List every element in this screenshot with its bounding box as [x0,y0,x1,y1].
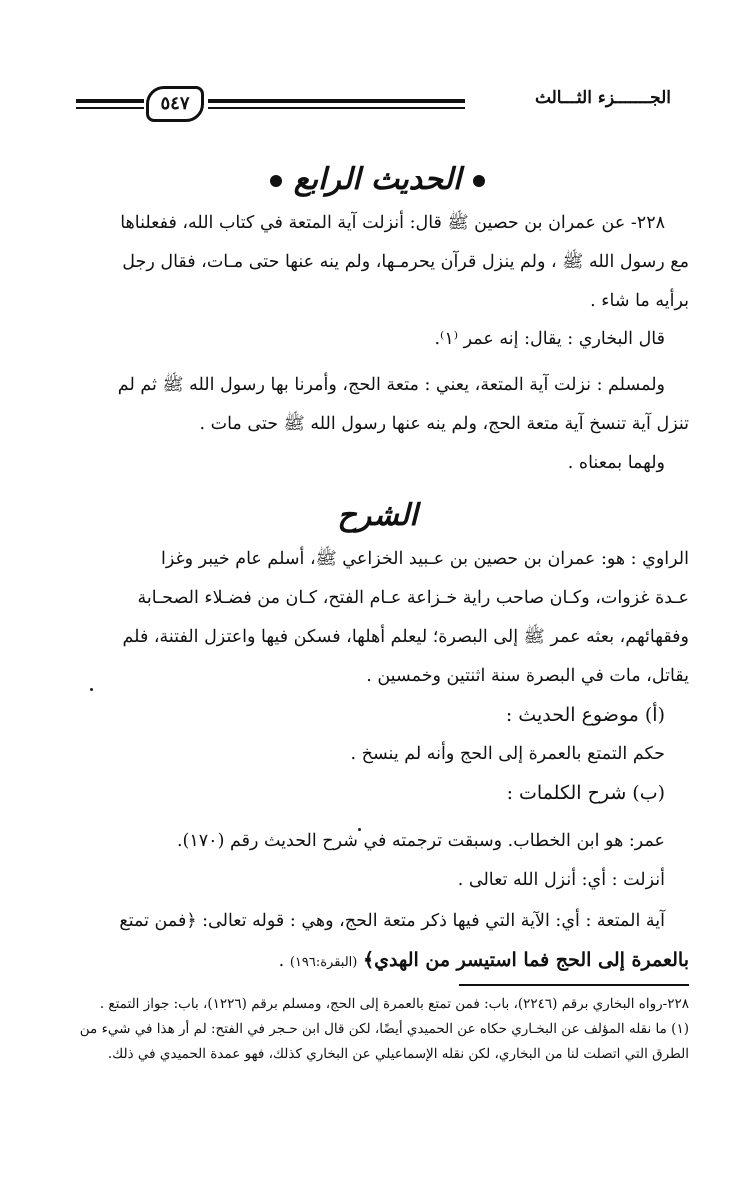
bullet-icon [270,175,282,187]
both-note-line: ولهما بمعناه . [567,453,665,473]
topic-text: حكم التمتع بالعمرة إلى الحج وأنه لم ينسخ . [350,744,665,764]
footnotes [57,992,689,1067]
quran-verse: بالعمرة إلى الحج فما استيسر من الهدي﴾ [362,949,689,971]
words-label: (ب) شرح الكلمات : [506,782,665,804]
quran-reference: (البقرة:١٩٦) [289,955,358,970]
footnote-divider [459,984,689,986]
hadith-line: مع رسول الله ﷺ ، ولم ينزل قرآن يحرمـها، ولم ينه عنها حتى مـات، فقال رجل [122,252,689,272]
footnote-line: ٢٢٨-رواه البخاري برقم (٢٢٤٦)، باب: فمن تمتع بالعمرة إلى الحج، ومسلم برقم (١٢٢٦)، باب: جواز التمتع . [99,996,689,1012]
hadith-line: برأيه ما شاء . [590,291,689,311]
hadith-line: ٢٢٨- عن عمران بن حصين ﷺ قال: أنزلت آية المتعة في كتاب الله، ففعلناها [120,213,665,233]
ayat-line-2 [57,941,689,980]
header-rule-wide [208,99,465,111]
narrator-line: الراوي : هو: عمران بن حصين بن عـبيد الخزاعي ﷺ، أسلم عام خيبر وغزا [160,549,689,569]
narrator-line: وفقهائهم، بعثه عمر ﷺ إلى البصرة؛ ليعلم أهلها، فسكن فيها واعتزل الفتنة، فلم [122,627,689,647]
running-title: الجـــــــزء الثـــالث [534,88,671,108]
header-rule-narrow [76,99,144,111]
muslim-narration [57,366,689,444]
ayat-definition [57,902,689,980]
footnote-line: الطرق التي اتصلت لنا من البخاري، لكن نقله الإسماعيلي عن البخاري كذلك، فهو عمدة الحميدي في ذلك. [107,1046,689,1062]
narrator-line: عـدة غزوات، وكـان صاحب راية خـزاعة عـام الفتح، كـان من فضـلاء الصحـابة [137,588,689,608]
sharh-heading: الشرح [337,498,418,533]
umar-definition [57,822,689,900]
ayat-end: . [278,951,285,971]
narrator-line: يقاتل، مات في البصرة سنة اثنتين وخمسين . [366,666,689,686]
umar-text: عمر: هو ابن الخطاب. وسبقت ترجمته في شرح الحديث رقم (١٧٠). [176,831,665,851]
muslim-line: تنزل آية تنسخ آية متعة الحج، ولم ينه عنها رسول الله ﷺ حتى مات . [199,414,689,434]
hadith-text [57,204,689,321]
footnote-line: (١) ما نقله المؤلف عن البخـاري حكاه عن الحميدي أيضًا، لكن قال ابن حـجر في الفتح: لم أر هذا في شيء من [79,1021,689,1037]
both-note [57,444,689,483]
print-speck [90,688,93,691]
hadith-heading [0,162,755,197]
muslim-line: ولمسلم : نزلت آية المتعة، يعني : متعة الحج، وأمرنا بها رسول الله ﷺ ثم لم [117,375,665,395]
hadith-heading-text: الحديث الرابع [293,162,462,197]
bullet-icon [473,175,485,187]
unzilat-text: أنزلت : أي: أنزل الله تعالى . [457,870,665,890]
narrator-paragraph [57,540,689,696]
ayat-line: آية المتعة : أي: الآية التي فيها ذكر متعة الحج، وهي : قوله تعالى: ﴿فمن تمتع [119,911,665,931]
topic-section [57,696,689,813]
bukhari-note [57,320,689,359]
bukhari-note-line: قال البخاري : يقال: إنه عمر ⁽١⁾. [434,329,665,349]
topic-label: (أ) موضوع الحديث : [505,704,665,726]
page-number-badge: ٥٤٧ [146,86,204,122]
